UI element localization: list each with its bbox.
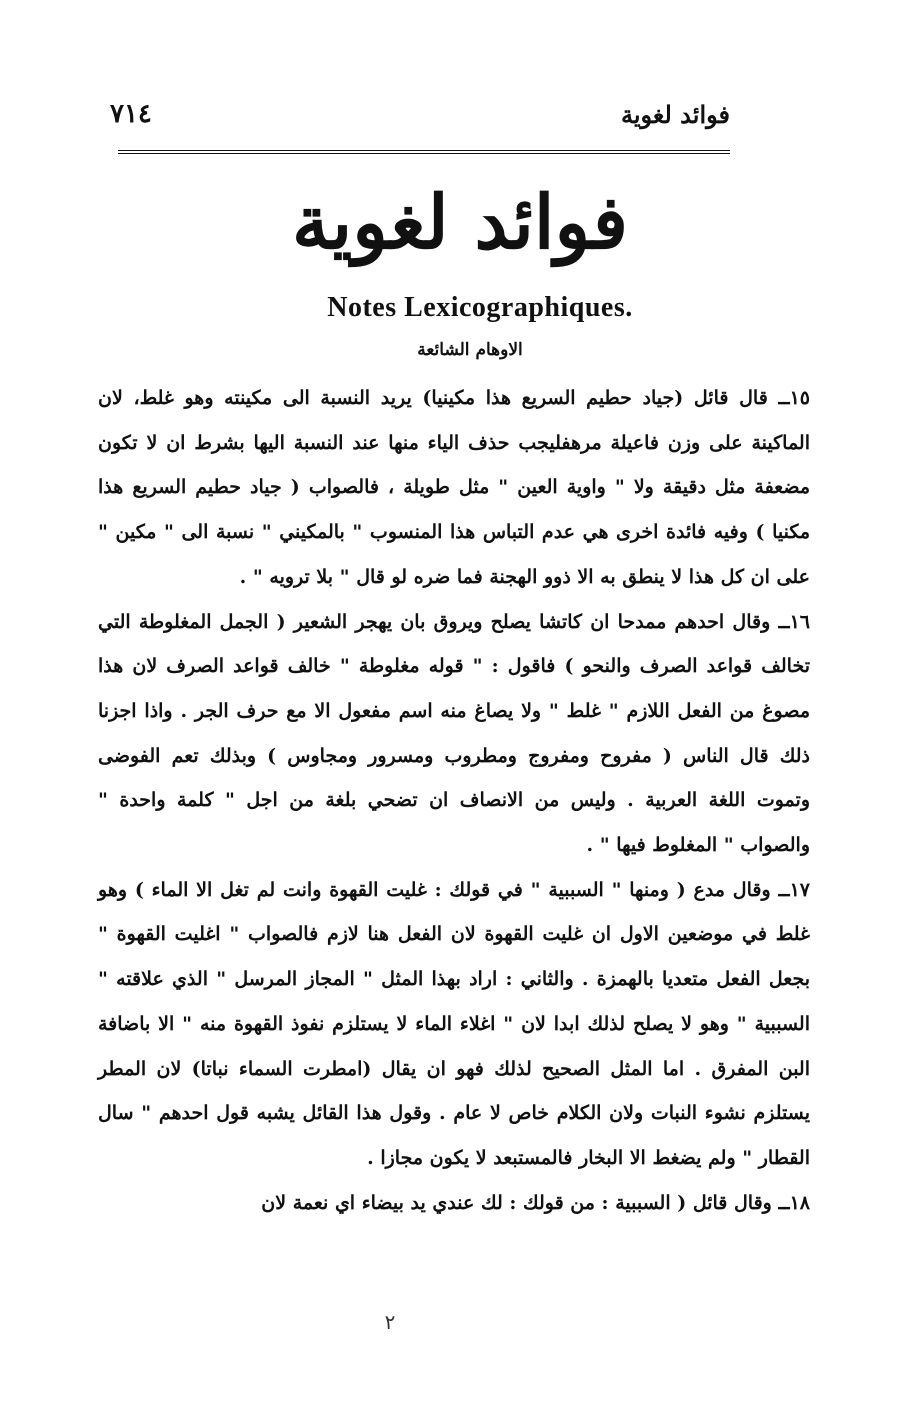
footer-signature-mark: ٢ bbox=[384, 1310, 396, 1334]
paragraph-16: ١٦ــ وقال احدهم ممدحا ان كاتشا يصلح ويروق بان يهجر الشعير ( الجمل المغلوطة التي تخالف قواعد الصرف والنحو ) فاقول : " قوله مغلوطة " خالف قواعد الصرف لان هذا مصوغ من الفعل اللازم " غلط " ولا يصاغ منه اسم مفعول الا مع حرف الجر . واذا اجزنا ذلك قال الناس ( مفروح ومفروج ومطروب ومسرور ومجاوس ) وبذلك تعم الفوضى وتموت اللغة العربية . وليس من الانصاف ان تضحي بلغة من اجل " كلمة واحدة " والصواب " المغلوط فيها " . bbox=[98, 610, 810, 857]
article-body bbox=[98, 376, 810, 1296]
page-number: ٧١٤ bbox=[110, 99, 152, 129]
latin-title: Notes Lexicographiques. bbox=[327, 292, 633, 323]
running-header bbox=[110, 92, 730, 136]
section-heading: الاوهام الشائعة bbox=[417, 340, 523, 360]
header-divider bbox=[118, 150, 730, 154]
paragraph-18: ١٨ــ وقال قائل ( السببية : من قولك : لك عندي يد بيضاء اي نعمة لان bbox=[261, 1191, 810, 1214]
paragraph-17: ١٧ــ وقال مدع ( ومنها " السببية " في قولك : غليت القهوة وانت لم تغل الا الماء ) وهو غلط في موضعين الاول ان غليت القهوة لان الفعل هنا لازم فالصواب " اغليت القهوة " بجعل الفعل متعديا بالهمزة . والثاني : اراد بهذا المثل " المجاز المرسل " الذي علاقته " السببية " وهو لا يصلح لذلك ابدا لان " اغلاء الماء لا يستلزم نفوذ القهوة منه " الا باضافة البن المفرق . اما المثل الصحيح لذلك فهو ان يقال (امطرت السماء نباتا) لان المطر يستلزم نشوء النبات ولان الكلام خاص لا عام . وقول هذا القائل يشبه قول احدهم " سال القطار " ولم يضغط الا البخار فالمستبعد لا يكون مجازا . bbox=[98, 878, 810, 1169]
ornamental-arabic-title: فوائد لغوية bbox=[291, 180, 629, 266]
running-title: فوائد لغوية bbox=[620, 99, 730, 129]
paragraph-15: ١٥ــ قال قائل (جياد حطيم السريع هذا مكينيا) يريد النسبة الى مكينته وهو غلط، لان الماكينة على وزن فاعيلة مرهفليجب حذف الياء منها عند النسبة اليها بشرط ان لا تكون مضعفة مثل دقيقة ولا " واوية العين " مثل طويلة ، فالصواب ( جياد حطيم السريع هذا مكنيا ) وفيه فائدة اخرى هي عدم التباس هذا المنسوب " بالمكيني " نسبة الى " مكين " على ان كل هذا لا ينطق به الا ذوو الهجنة فما ضره لو قال " بلا ترويه " . bbox=[98, 387, 810, 588]
